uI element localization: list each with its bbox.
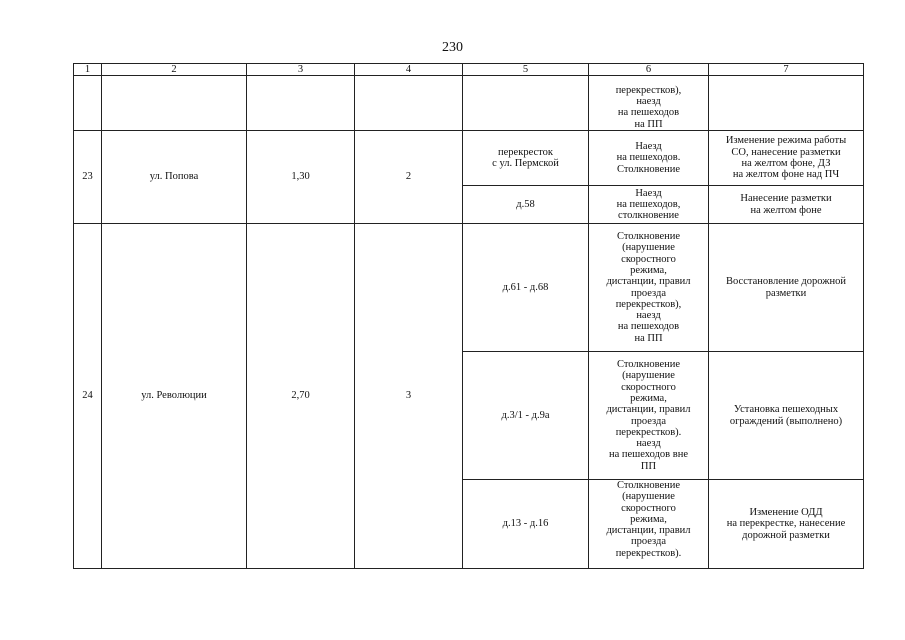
accident-type-cell: Столкновение (нарушение скоростного режима, дистанции, правил проезда перекрестков), наезд на пешеходов на ПП — [589, 224, 709, 352]
place-cell: перекресток с ул. Пермской — [463, 131, 589, 186]
street-cell — [102, 76, 247, 131]
length-cell: 2,70 — [247, 224, 355, 569]
table-row — [74, 224, 864, 352]
place-cell: д.61 - д.68 — [463, 224, 589, 352]
length-cell: 1,30 — [247, 131, 355, 224]
column-number-header: 4 — [355, 64, 463, 76]
measures-cell: Установка пешеходных ограждений (выполнено) — [709, 352, 864, 480]
table-row — [74, 131, 864, 186]
measures-cell — [709, 76, 864, 131]
measures-cell: Изменение ОДД на перекрестке, нанесение дорожной разметки — [709, 480, 864, 569]
measures-cell: Нанесение разметки на желтом фоне — [709, 186, 864, 224]
accident-type-cell: Наезд на пешеходов. Столкновение — [589, 131, 709, 186]
street-cell: ул. Революции — [102, 224, 247, 569]
place-cell: д.58 — [463, 186, 589, 224]
row-number-cell — [74, 76, 102, 131]
column-number-header: 3 — [247, 64, 355, 76]
column-number-header: 6 — [589, 64, 709, 76]
place-cell — [463, 76, 589, 131]
page-number: 230 — [442, 40, 463, 55]
column-number-header: 7 — [709, 64, 864, 76]
column-number-header: 1 — [74, 64, 102, 76]
count-cell: 2 — [355, 131, 463, 224]
measures-cell: Восстановление дорожной разметки — [709, 224, 864, 352]
accident-type-cell: Столкновение (нарушение скоростного режима, дистанции, правил проезда перекрестков). наезд на пешеходов вне ПП — [589, 352, 709, 480]
measures-cell: Изменение режима работы СО, нанесение разметки на желтом фоне, ДЗ на желтом фоне над ПЧ — [709, 131, 864, 186]
table-row — [74, 76, 864, 131]
row-number-cell: 24 — [74, 224, 102, 569]
place-cell: д.3/1 - д.9а — [463, 352, 589, 480]
count-cell: 3 — [355, 224, 463, 569]
accident-type-cell: Наезд на пешеходов, столкновение — [589, 186, 709, 224]
column-number-header: 2 — [102, 64, 247, 76]
length-cell — [247, 76, 355, 131]
accident-table — [73, 63, 864, 569]
count-cell — [355, 76, 463, 131]
place-cell: д.13 - д.16 — [463, 480, 589, 569]
accident-type-cell: Столкновение (нарушение скоростного режима, дистанции, правил проезда перекрестков). — [589, 480, 709, 569]
accident-type-cell: перекрестков), наезд на пешеходов на ПП — [589, 76, 709, 131]
street-cell: ул. Попова — [102, 131, 247, 224]
table-header-row — [74, 64, 864, 76]
column-number-header: 5 — [463, 64, 589, 76]
row-number-cell: 23 — [74, 131, 102, 224]
